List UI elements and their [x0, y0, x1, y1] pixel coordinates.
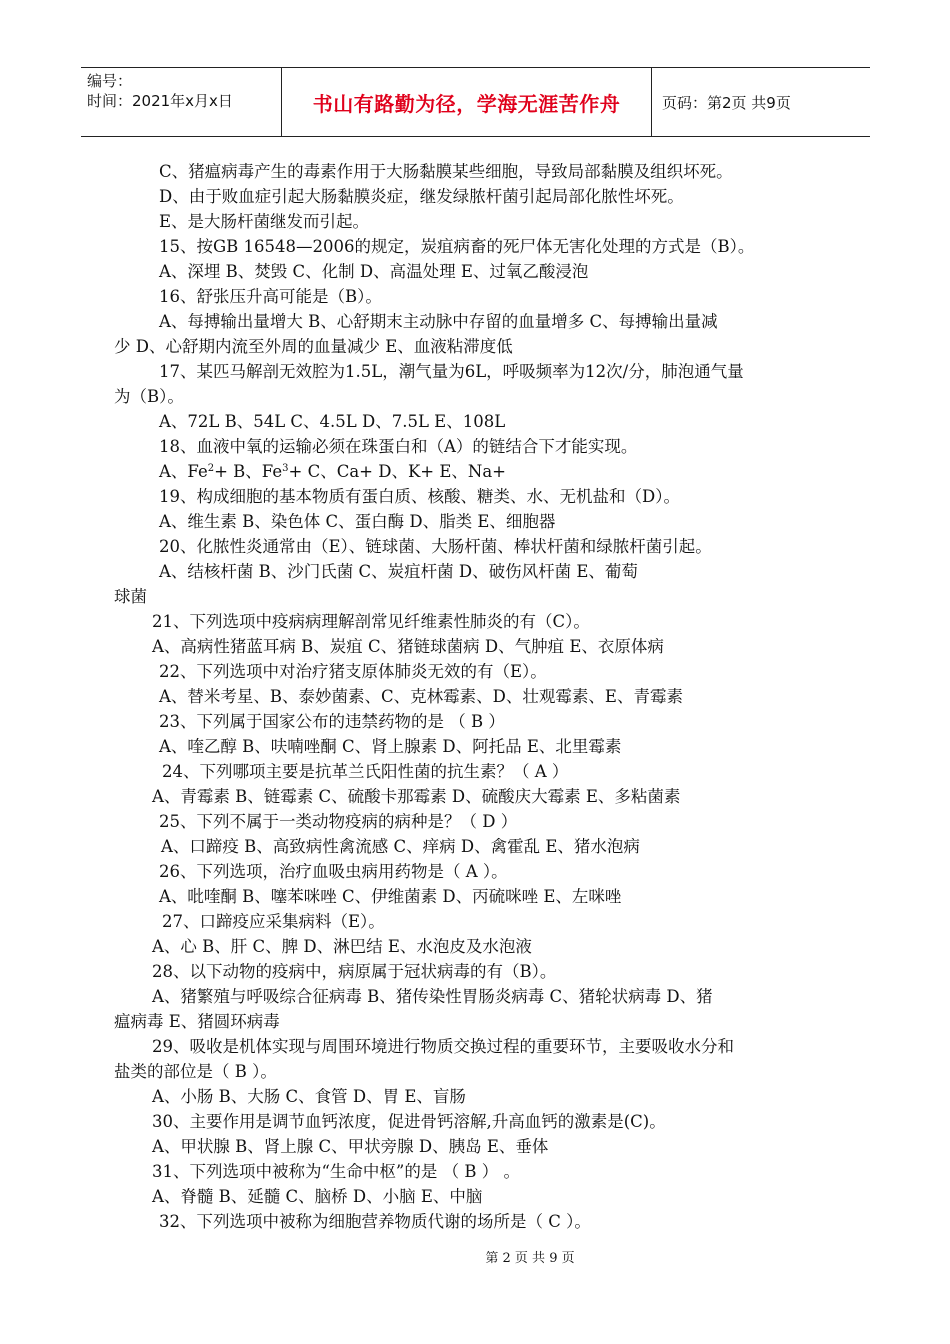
text-line: D、由于败血症引起大肠黏膜炎症，继发绿脓杆菌引起局部化脓性坏死。 [159, 187, 684, 206]
text-line: 26、下列选项，治疗血吸虫病用药物是（ A ）。 [159, 862, 508, 881]
text-line: 30、主要作用是调节血钙浓度，促进骨钙溶解,升高血钙的激素是(C)。 [152, 1112, 666, 1131]
serial-label: 编号： [87, 72, 133, 90]
text-line: 29、吸收是机体实现与周围环境进行物质交换过程的重要环节，主要吸收水分和 [152, 1037, 734, 1056]
text-line: 18、血液中氧的运输必须在珠蛋白和（A）的链结合下才能实现。 [159, 437, 638, 456]
header-meta [81, 68, 282, 136]
text-line: 17、某匹马解剖无效腔为1.5L，潮气量为6L，呼吸频率为12次/分，肺泡通气量 [159, 362, 744, 381]
text-line: C、猪瘟病毒产生的毒素作用于大肠黏膜某些细胞，导致局部黏膜及组织坏死。 [159, 162, 733, 181]
text-line: 20、化脓性炎通常由（E）、链球菌、大肠杆菌、棒状杆菌和绿脓杆菌引起。 [159, 537, 712, 556]
header-motto: 书山有路勤为径，学海无涯苦作舟 [312, 91, 621, 116]
text-line: A、喹乙醇 B、呋喃唑酮 C、肾上腺素 D、阿托品 E、北里霉素 [159, 737, 622, 756]
text-line: A、每搏输出量增大 B、心舒期末主动脉中存留的血量增多 C、每搏输出量减 [159, 312, 718, 331]
text-line: 24、下列哪项主要是抗革兰氏阳性菌的抗生素？（ A ） [162, 762, 569, 781]
text-line: A、猪繁殖与呼吸综合征病毒 B、猪传染性胃肠炎病毒 C、猪轮状病毒 D、猪 [152, 987, 713, 1006]
text-line: A、替米考星、B、泰妙菌素、C、克林霉素、D、壮观霉素、E、青霉素 [159, 687, 683, 706]
text-line: A、青霉素 B、链霉素 C、硫酸卡那霉素 D、硫酸庆大霉素 E、多粘菌素 [152, 787, 681, 806]
text-line: A、心 B、肝 C、脾 D、淋巴结 E、水泡皮及水泡液 [152, 937, 532, 956]
text-line: 15、按GB 16548—2006的规定，炭疽病畜的死尸体无害化处理的方式是（B）。 [159, 237, 755, 256]
text-line: 25、下列不属于一类动物疫病的病种是？（ D ） [159, 812, 518, 831]
header-motto-cell [282, 68, 652, 136]
text-line: E、是大肠杆菌继发而引起。 [159, 212, 370, 231]
text-line: 球菌 [114, 587, 147, 606]
header-page-info: 页码：第2页 共9页 [662, 93, 791, 112]
text-line: A、吡喹酮 B、噻苯咪唑 C、伊维菌素 D、丙硫咪唑 E、左咪唑 [159, 887, 622, 906]
text-line: A、$Fe^2+ B$、$Fe^3+ C$、Ca+ D、K+ E、Na+ [159, 462, 506, 481]
text-line: 盐类的部位是（ B ）。 [114, 1062, 277, 1081]
text-line: 32、下列选项中被称为细胞营养物质代谢的场所是（ C ）。 [159, 1212, 591, 1231]
page-header [81, 67, 870, 137]
text-line: A、结核杆菌 B、沙门氏菌 C、炭疽杆菌 D、破伤风杆菌 E、葡萄 [159, 562, 638, 581]
text-line: 28、以下动物的疫病中，病原属于冠状病毒的有（B）。 [152, 962, 557, 981]
text-line: 少 D、心舒期内流至外周的血量减少 E、血液粘滞度低 [114, 337, 513, 356]
text-line: A、口蹄疫 B、高致病性禽流感 C、痒病 D、禽霍乱 E、猪水泡病 [161, 837, 640, 856]
page-footer: 第 2 页 共 9 页 [485, 1251, 575, 1266]
text-line: 为（B）。 [114, 387, 184, 406]
text-line: 23、下列属于国家公布的违禁药物的是 （ B ） [159, 712, 505, 731]
text-line: 瘟病毒 E、猪圆环病毒 [114, 1012, 280, 1031]
text-line: 31、下列选项中被称为“生命中枢”的是 （ B ） 。 [152, 1162, 520, 1181]
text-line: A、高病性猪蓝耳病 B、炭疽 C、猪链球菌病 D、气肿疽 E、衣原体病 [152, 637, 664, 656]
text-line: 19、构成细胞的基本物质有蛋白质、核酸、糖类、水、无机盐和（D）。 [159, 487, 680, 506]
text-line: A、小肠 B、大肠 C、食管 D、胃 E、盲肠 [152, 1087, 466, 1106]
text-line: A、维生素 B、染色体 C、蛋白酶 D、脂类 E、细胞器 [159, 512, 556, 531]
text-line: 16、舒张压升高可能是（B）。 [159, 287, 382, 306]
text-line: A、甲状腺 B、肾上腺 C、甲状旁腺 D、胰岛 E、垂体 [152, 1137, 549, 1156]
text-line: A、脊髓 B、延髓 C、脑桥 D、小脑 E、中脑 [152, 1187, 483, 1206]
text-line: A、深埋 B、焚毁 C、化制 D、高温处理 E、过氧乙酸浸泡 [159, 262, 589, 281]
text-line: 27、口蹄疫应采集病料（E）。 [162, 912, 385, 931]
time-label: 时间：2021年x月x日 [87, 92, 233, 110]
text-line: 22、下列选项中对治疗猪支原体肺炎无效的有（E）。 [159, 662, 547, 681]
text-line: A、72L B、54L C、4.5L D、7.5L E、108L [159, 412, 506, 431]
text-line: 21、下列选项中疫病病理解剖常见纤维素性肺炎的有（C）。 [152, 612, 590, 631]
